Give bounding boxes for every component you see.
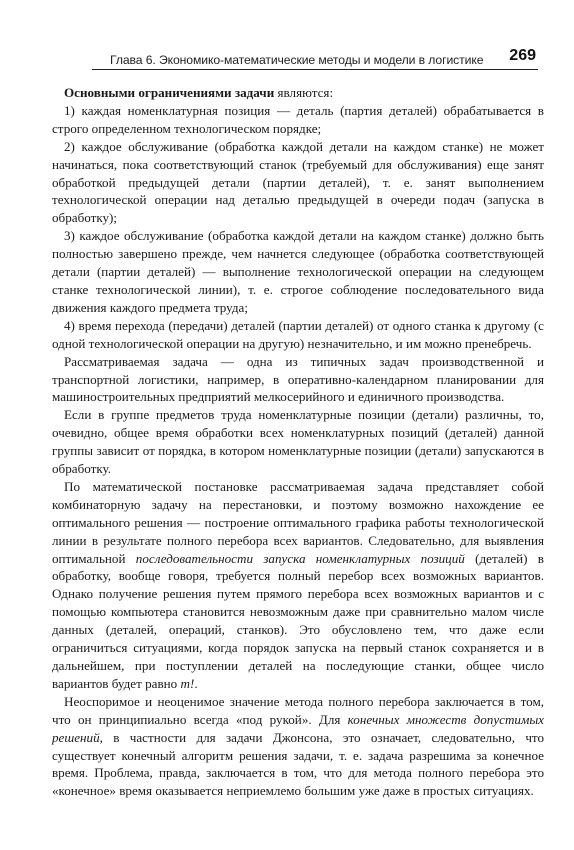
- paragraph-task-type: Рассматриваемая задача — одна из типичных задач производственной и транспортной логистики, например, в оперативно-календарном планировании для машиностроительных предприятий мелкосерийного и единичного производства.: [52, 353, 544, 405]
- para3-text-b: (деталей) в обработку, вообще говоря, требуется полный перебор всех возможных вариантов. Однако получение решения путем прямого перебора всех возможных вариантов и с помощью компьютера становится невозможным даже при сравнительно малом числе данных (деталей, операций, станков). Это обусловлено тем, что даже если ограничиться ситуациями, когда порядок запуска на первый станок сохраняется и в дальнейшем, при поступлении деталей на последующие станки, общее число вариантов будет равно: [52, 550, 544, 691]
- running-header: [92, 47, 538, 70]
- constraint-item-1: 1) каждая номенклатурная позиция — деталь (партия деталей) обрабатывается в строго определенном технологическом порядке;: [52, 102, 544, 136]
- intro-paragraph: [52, 84, 544, 102]
- para3-text-c: .: [194, 675, 198, 691]
- intro-lead: Основными ограничениями задачи: [64, 85, 275, 100]
- constraint-item-2: 2) каждое обслуживание (обработка каждой детали на каждом станке) не может начинаться, пока соответствующий станок (требуемый для обслуживания) еще занят обработкой предыдущей детали (партии деталей), т. е. занят выполнением технологической операции над деталью предыдущей в очереди подач (запуска в обработку);: [52, 138, 544, 226]
- paragraph-order: Если в группе предметов труда номенклатурные позиции (детали) различны, то, очевидно, общее время обработки всех номенклатурных позиций (деталей) данной группы зависит от порядка, в котором номенклатурные позиции (детали) запускаются в обработку.: [52, 407, 544, 477]
- paragraph-combinatorics: [52, 478, 544, 693]
- page-body: [52, 84, 544, 800]
- chapter-title: Глава 6. Экономико-математические методы и модели в логистике: [110, 53, 484, 67]
- page-number: 269: [509, 47, 536, 64]
- para3-text-a: По математической постановке рассматриваемая задача представляет собой комбинаторную задачу на перестановки, и поэтому возможно нахождение ее оптимального решения — построение оптимального графика работы технологической линии в результате полного перебора всех вариантов. Следовательно, для выявления оптимальной: [52, 478, 544, 566]
- constraint-item-4: 4) время перехода (передачи) деталей (партии деталей) от одного станка к другому (с одной технологической операции на другую) незначительно, и им можно пренебречь.: [52, 317, 544, 351]
- para4-text-b: , в частности для задачи Джонсона, это означает, следовательно, что существует конечный алгоритм решения задачи, т. е. задача разрешима за конечное время. Проблема, правда, заключается в том, что для метода полного перебора это «конечное» время оказывается неприемлемо большим уже даже в простых ситуациях.: [52, 729, 544, 799]
- constraint-item-3: 3) каждое обслуживание (обработка каждой детали на каждом станке) должно быть полностью завершено прежде, чем начнется следующее (обработка соответствующей детали (партии деталей) — выполнение технологической операции на следующем станке технологической линии), т. е. строгое соблюдение последовательного вида движения каждого предмета труда;: [52, 228, 544, 315]
- para4-text-a: Неоспоримое и неоценимое значение метода полного перебора заключается в том, что он принципиально всегда «под рукой». Для: [52, 693, 544, 727]
- para3-variable: m!: [180, 675, 195, 691]
- intro-rest: являются:: [274, 85, 334, 100]
- paragraph-full-search: [52, 693, 544, 800]
- para4-emphasis: конечных множеств допустимых решений: [52, 711, 544, 745]
- para3-emphasis: последовательности запуска номенклатурных позиций: [135, 550, 465, 566]
